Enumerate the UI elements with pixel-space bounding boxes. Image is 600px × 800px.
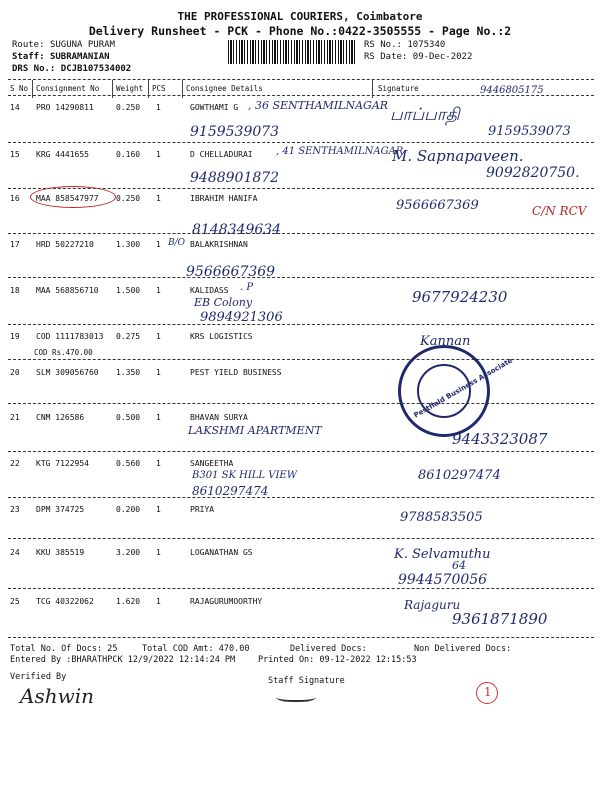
col-header-consignment: Consignment No (36, 84, 100, 93)
row-rule (8, 451, 594, 452)
company-title: THE PROFESSIONAL COURIERS, Coimbatore (177, 10, 423, 23)
row-pcs: 1 (156, 150, 161, 159)
business-stamp (398, 345, 514, 437)
row-consignment: MAA 858547977 (36, 194, 99, 203)
handwritten-phone: 8610297474 (192, 484, 269, 498)
row-consignment: KKU 385519 (36, 548, 85, 557)
drs-value: DCJB107534002 (60, 64, 132, 74)
route-line: Route: SUGUNA PURAM (12, 40, 115, 50)
barcode (228, 40, 356, 64)
handwritten-phone: 9159539073 (488, 124, 571, 139)
col-sep (182, 80, 183, 98)
recipient-signature: 9677924230 (412, 288, 508, 306)
row-consignee: IBRAHIM HANIFA (190, 194, 258, 203)
row-pcs: 1 (156, 240, 161, 249)
handwritten-phone: 9566667369 (186, 264, 276, 280)
recipient-signature: K. Selvamuthu (394, 547, 491, 562)
col-sep (32, 80, 33, 98)
row-consignee: PEST YIELD BUSINESS (190, 368, 282, 377)
col-sep (148, 80, 149, 98)
handwritten-phone: 8148349634 (192, 222, 282, 238)
row-pcs: 1 (156, 505, 161, 514)
handwritten-address-line: EB Colony (194, 296, 253, 309)
row-weight: 0.500 (116, 413, 141, 422)
col-header-consignee: Consignee Details (186, 84, 263, 93)
row-weight: 0.560 (116, 459, 141, 468)
row-rule (8, 277, 594, 278)
row-consignment: TCG 40322062 (36, 597, 94, 606)
row-consignment: MAA 568856710 (36, 286, 99, 295)
route-value: SUGUNA PURAM (49, 40, 115, 50)
row-rule (8, 538, 594, 539)
recipient-signature: 9443323087 (452, 430, 548, 448)
col-header-sno: S No (10, 84, 29, 93)
handwritten-phone: 9092820750. (486, 165, 580, 181)
row-consignee: KALIDASS (190, 286, 229, 295)
row-sno: 22 (10, 459, 20, 468)
row-sno: 17 (10, 240, 20, 249)
row-sno: 21 (10, 413, 20, 422)
staff-signature-mark (276, 690, 316, 702)
row-weight: 0.250 (116, 194, 141, 203)
handwritten-address: , 41 SENTHAMILNAGAR (276, 146, 404, 157)
staff-line: Staff: SUBRAMANIAN (12, 52, 110, 62)
row-rule (8, 233, 594, 234)
handwritten-note: C/N RCV (532, 204, 587, 218)
entered-by: Entered By :BHARATHPCK 12/9/2022 12:14:24 PM (10, 655, 236, 665)
col-sep (372, 80, 373, 98)
handwritten-address-line: LAKSHMI APARTMENT (188, 424, 322, 437)
page-number-mark: 1 (484, 685, 492, 699)
row-consignee: D CHELLADURAI (190, 150, 253, 159)
row-pcs: 1 (156, 194, 161, 203)
col-header-weight: Weight (116, 84, 144, 93)
row-rule (8, 142, 594, 143)
row-sno: 25 (10, 597, 20, 606)
verifier-signature: Ashwin (20, 684, 94, 708)
stamp-text: Pestfield Business Associate (412, 356, 514, 420)
header-top-rule (8, 79, 594, 80)
row-consignee: BHAVAN SURYA (190, 413, 248, 422)
recipient-signature: Kannan (420, 334, 471, 349)
col-sep (112, 80, 113, 98)
row-pcs: 1 (156, 548, 161, 557)
rs-date-line: RS Date: 09-Dec-2022 (364, 52, 473, 62)
row-consignment: KTG 7122954 (36, 459, 89, 468)
handwritten-address-line: B301 SK HILL VIEW (192, 470, 297, 481)
row-pcs: 1 (156, 103, 161, 112)
recipient-signature: பாப்பாதி (390, 105, 460, 125)
row-consignment: COD 1111783013 (36, 332, 104, 341)
printed-on: Printed On: 09-12-2022 12:15:53 (258, 655, 417, 665)
row-pcs: 1 (156, 286, 161, 295)
rs-date-value: 09-Dec-2022 (412, 52, 473, 62)
row-consignee: PRIYA (190, 505, 215, 514)
row-sno: 20 (10, 368, 20, 377)
row-consignee: SANGEETHA (190, 459, 234, 468)
row-consignment: DPM 374725 (36, 505, 85, 514)
runsheet-subtitle: Delivery Runsheet - PCK - Phone No.:0422-3505555 - Page No.:2 (88, 24, 512, 38)
handwritten-phone: 9894921306 (200, 310, 283, 325)
row-sno: 19 (10, 332, 20, 341)
row-sno: 24 (10, 548, 20, 557)
recipient-signature: 9788583505 (400, 510, 483, 525)
row-rule (8, 324, 594, 325)
recipient-signature: 9566667369 (396, 198, 479, 213)
row-rule (8, 403, 594, 404)
row-pcs: 1 (156, 597, 161, 606)
page-circle (476, 682, 498, 704)
recipient-signature: M. Sapnapaveen. (392, 147, 524, 165)
total-cod-amount: Total COD Amt: 470.00 (142, 644, 250, 654)
staff-value: SUBRAMANIAN (49, 52, 110, 62)
row-sno: 15 (10, 150, 20, 159)
row-weight: 1.350 (116, 368, 141, 377)
row-sno: 14 (10, 103, 20, 112)
rs-no-line: RS No.: 1075340 (364, 40, 446, 50)
handwritten-phone: 9361871890 (452, 610, 548, 628)
row-weight: 3.200 (116, 548, 141, 557)
row-pcs: 1 (156, 459, 161, 468)
cod-amount: COD Rs.470.00 (34, 348, 93, 357)
row-weight: 1.300 (116, 240, 141, 249)
row-consignment: HRD 50227210 (36, 240, 94, 249)
row-sno: 16 (10, 194, 20, 203)
verified-by-label: Verified By (10, 672, 67, 682)
col-header-pcs: PCS (152, 84, 166, 93)
recipient-signature: Rajaguru (404, 598, 461, 612)
row-rule (8, 637, 594, 638)
handwritten-phone: 9488901872 (190, 170, 280, 186)
staff-signature-label: Staff Signature (268, 676, 345, 686)
row-consignee: RAJAGURUMOORTHY (190, 597, 263, 606)
handwritten-phone: 9159539073 (190, 124, 280, 140)
row-consignment: SLM 309056760 (36, 368, 99, 377)
handwritten-address: . P (240, 282, 254, 293)
delivered-docs: Delivered Docs: (290, 644, 367, 654)
handwritten-prefix: B/O (168, 238, 186, 248)
row-weight: 0.250 (116, 103, 141, 112)
handwritten-number: 9446805175 (480, 85, 544, 96)
total-docs: Total No. Of Docs: 25 (10, 644, 118, 654)
row-consignee: GOWTHAMI G (190, 103, 239, 112)
row-pcs: 1 (156, 332, 161, 341)
handwritten-address: , 36 SENTHAMILNAGAR (248, 99, 389, 112)
row-weight: 1.620 (116, 597, 141, 606)
row-consignment: PRO 14290811 (36, 103, 94, 112)
row-pcs: 1 (156, 413, 161, 422)
recipient-signature: 8610297474 (418, 468, 501, 483)
row-weight: 0.275 (116, 332, 141, 341)
row-consignee: KRS LOGISTICS (190, 332, 253, 341)
row-consignment: KRG 4441655 (36, 150, 89, 159)
row-rule (8, 588, 594, 589)
row-pcs: 1 (156, 368, 161, 377)
drs-line: DRS No.: DCJB107534002 (12, 64, 132, 74)
row-weight: 0.160 (116, 150, 141, 159)
row-sno: 18 (10, 286, 20, 295)
row-consignee: BALAKRISHNAN (190, 240, 248, 249)
row-rule (8, 497, 594, 498)
handwritten-phone: 9944570056 (398, 572, 488, 588)
non-delivered-docs: Non Delivered Docs: (414, 644, 512, 654)
col-header-signature: Signature (378, 84, 419, 93)
row-consignment: CNM 126586 (36, 413, 85, 422)
row-sno: 23 (10, 505, 20, 514)
row-weight: 1.500 (116, 286, 141, 295)
rs-no-value: 1075340 (407, 40, 446, 50)
row-weight: 0.200 (116, 505, 141, 514)
handwritten-number: 64 (452, 559, 466, 572)
row-consignee: LOGANATHAN GS (190, 548, 253, 557)
